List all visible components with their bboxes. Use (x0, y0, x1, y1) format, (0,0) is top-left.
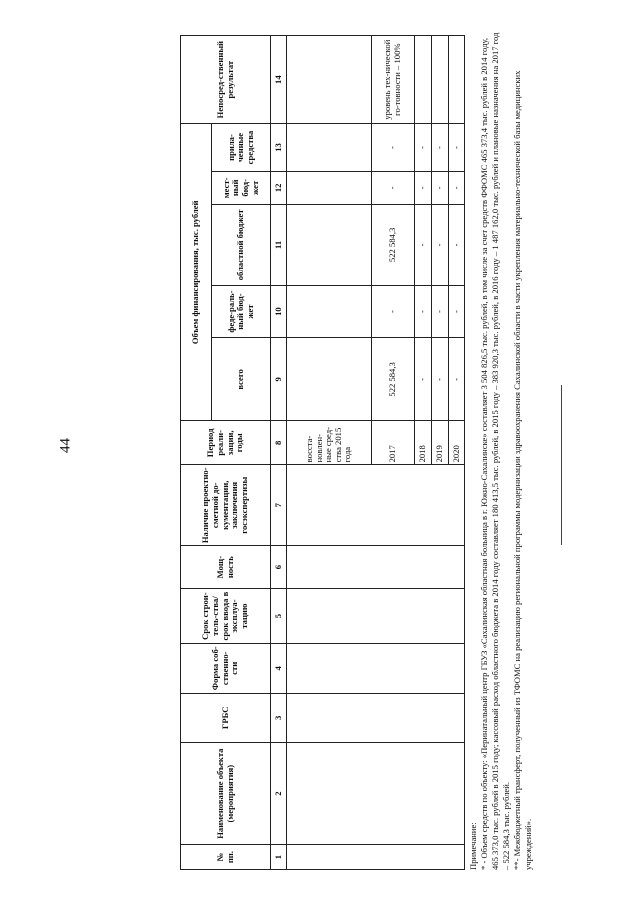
col-capacity-header: Мощ-ность (181, 546, 271, 589)
col-ownership-header: Форма соб-ственно-сти (181, 644, 271, 694)
col-num-header: № пп. (181, 845, 271, 870)
col-number: 10 (271, 285, 287, 338)
cell-regional: - (415, 205, 432, 286)
col-name-header: Наименование объекта (мероприятия) (181, 743, 271, 845)
col-number: 5 (271, 589, 287, 644)
cell-local: - (415, 171, 432, 204)
cell-extra: - (432, 124, 449, 171)
col-result-header: Непосред-ственный результат (181, 36, 271, 124)
cell-federal: - (415, 285, 432, 338)
cell-extra (287, 124, 372, 171)
cell-deadline (287, 589, 465, 644)
col-number: 8 (271, 421, 287, 465)
notes-title: Примечание: (468, 822, 478, 870)
col-number: 14 (271, 36, 287, 124)
funding-table (180, 35, 465, 870)
cell-period: 2017 (372, 421, 415, 465)
cell-docs (287, 465, 465, 546)
col-period-header: Период реали-зации, годы (181, 421, 271, 465)
cell-extra: - (415, 124, 432, 171)
col-number: 12 (271, 171, 287, 204)
cell-num (287, 845, 465, 870)
cell-result (449, 36, 465, 124)
col-number: 11 (271, 205, 287, 286)
table-row (287, 36, 372, 870)
cell-result (287, 36, 372, 124)
cell-result (415, 36, 432, 124)
col-number: 1 (271, 845, 287, 870)
cell-federal: - (432, 285, 449, 338)
cell-regional (287, 205, 372, 286)
col-number: 4 (271, 644, 287, 694)
cell-grbs (287, 693, 465, 743)
cell-regional: 522 584,3 (372, 205, 415, 286)
col-number: 7 (271, 465, 287, 546)
column-number-row (271, 36, 287, 870)
col-docs-header: Наличие проектно-сметной до-кументации, заключения госэкспертизы (181, 465, 271, 546)
cell-total (287, 338, 372, 421)
cell-total: - (449, 338, 465, 421)
cell-federal (287, 285, 372, 338)
header-row-1 (181, 36, 212, 870)
cell-regional: - (449, 205, 465, 286)
col-deadline-header: Срок строи-тель-ства/срок ввода в эксплуа-тацию (181, 589, 271, 644)
col-federal-header: феде-раль-ный бюд-жет (212, 285, 271, 338)
cell-ownership (287, 644, 465, 694)
cell-extra: - (372, 124, 415, 171)
col-number: 3 (271, 693, 287, 743)
col-grbs-header: ГРБС (181, 693, 271, 743)
cell-period: восста-новлен-ные сред-ства 2015 года (287, 421, 372, 465)
col-number: 13 (271, 124, 287, 171)
note-2: **- Межбюджетный трансферт, полученный из ТФОМС на реализацию региональной программы модернизации здравоохранения Сахалинской области в части укрепления материально-технической базы медицинских учреждений». (512, 70, 533, 870)
cell-result (432, 36, 449, 124)
col-local-header: мест-ный бюд-жет (212, 171, 271, 204)
col-regional-header: областной бюджет (212, 205, 271, 286)
col-total-header: всего (212, 338, 271, 421)
cell-local: - (372, 171, 415, 204)
col-number: 6 (271, 546, 287, 589)
cell-local: - (449, 171, 465, 204)
separator-line (561, 385, 562, 545)
cell-total: - (432, 338, 449, 421)
cell-federal: - (372, 285, 415, 338)
cell-period: 2020 (449, 421, 465, 465)
cell-period: 2019 (432, 421, 449, 465)
cell-capacity (287, 546, 465, 589)
cell-result: уровень тех-нической го-товности – 100% (372, 36, 415, 124)
col-extra-header: прила-ченные средства (212, 124, 271, 171)
col-number: 2 (271, 743, 287, 845)
page-number: 44 (57, 438, 74, 453)
cell-federal: - (449, 285, 465, 338)
cell-period: 2018 (415, 421, 432, 465)
cell-local: - (432, 171, 449, 204)
cell-local (287, 171, 372, 204)
cell-name (287, 743, 465, 845)
notes (468, 30, 534, 870)
cell-total: - (415, 338, 432, 421)
cell-regional: - (432, 205, 449, 286)
col-number: 9 (271, 338, 287, 421)
cell-total: 522 584,3 (372, 338, 415, 421)
cell-extra: - (449, 124, 465, 171)
note-1: * - Объем средств по объекту: «Перинатальный центр ГБУЗ «Сахалинская областная больница в г. Южно-Сахалинске» составляет 3 504 826,5 тыс. рублей, в том числе за счет средств ФФОМС 465 373,4 тыс. рублей в 2014 году, 465 373,0 тыс. рублей в 2015 году; кассовый расход областного бюджета в 2014 году составляет 180 413,5 тыс. рублей, в 2015 году – 383 920,3 тыс. рублей, в 2016 году – 1 487 162,0 тыс. рублей и плановые назначения на 2017 год – 522 584,3 тыс. рублей. (479, 32, 511, 870)
col-funding-header: Объем финансирования, тыс. рублей (181, 124, 212, 421)
